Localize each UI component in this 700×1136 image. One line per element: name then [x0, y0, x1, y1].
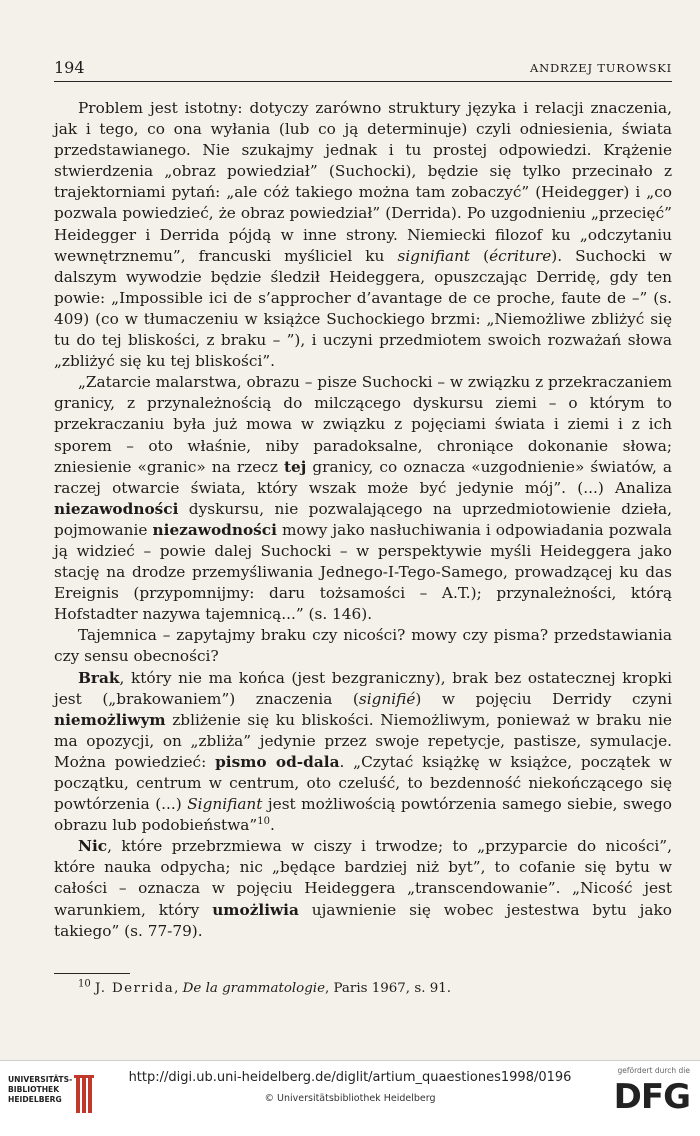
- text-run: pismo od-dala: [215, 752, 340, 771]
- text-run: écriture: [489, 246, 552, 265]
- text-run: niemożliwym: [54, 710, 166, 729]
- text-run: Nic: [78, 837, 108, 856]
- text-run: signifiant: [397, 246, 471, 265]
- paragraph: [54, 668, 672, 837]
- funded-by-label: gefördert durch die: [617, 1066, 690, 1075]
- text-run: granicy, co oznacza «uzgodnienie» światów, a raczej otwarcie świata, który wszak może być jedynie mój”. (...) Analiza: [54, 457, 672, 497]
- paragraph: [54, 836, 672, 941]
- header-rule: [54, 81, 672, 82]
- page-header: [54, 58, 672, 82]
- paragraph: [54, 98, 672, 372]
- text-run: signifié: [358, 689, 416, 708]
- footnote-rest: , Paris 1967, s. 91.: [325, 981, 452, 996]
- running-head: ANDRZEJ TUROWSKI: [530, 61, 672, 75]
- body-text: [54, 98, 672, 942]
- text-run: Tajemnica – zapytajmy braku czy nicości? mowy czy pisma? przedstawiania czy sensu obecności?: [54, 626, 672, 666]
- text-run: , które przebrzmiewa w ciszy i trwodze; to „przyparcie do nicości”, które nauka odpycha; nic „będące bardziej niż byt”, to cofanie się bytu w całości – oznacza w pojęciu Heideggera „transcendowanie”. „Nicość jest warunkiem, który: [54, 837, 672, 919]
- document-url[interactable]: http://digi.ub.uni-heidelberg.de/diglit/artium_quaestiones1998/0196: [128, 1070, 572, 1085]
- text-run: Brak: [78, 668, 120, 687]
- footnote-rule: [54, 973, 130, 974]
- text-run: niezawodności: [54, 499, 179, 518]
- text-run: ). Suchocki w dalszym wywodzie będzie śledził Heideggera, opuszczając Derridę, gdy ten powie: „Impossible ici de s’approcher d’avantage de ce proche, faute de –” (s. 409) (co w tłumaczeniu w książce Suchockiego brzmi: „Niemożliwe zbliżyć się tu do tej bliskości, z braku – ”), i uczyni przedmiotem swoich rozważań słowa „zbliżyć się ku tej bliskości”.: [54, 246, 672, 371]
- text-run: dyskursu, nie pozwalającego na uprzedmiotowienie dzieła, pojmowanie: [54, 499, 672, 539]
- text-run: tej: [283, 457, 307, 476]
- dfg-logo: [614, 1066, 690, 1126]
- text-run: .: [269, 816, 275, 835]
- footnote: $^{10}$ J. Derrida, De la grammatologie, Paris 1967, s. 91.: [78, 978, 452, 996]
- text-run: ) w pojęciu Derridy czyni: [415, 689, 672, 708]
- text-run: ujawnienie się wobec jestestwa bytu jako takiego” (s. 77-79).: [54, 900, 672, 940]
- text-run: zbliżenie się ku bliskości. Niemożliwym, ponieważ w braku nie ma opozycji, on „zbliża” jedynie przez swoje repetycje, pastisze, symulacje. Można powiedzieć:: [54, 710, 672, 771]
- text-run: . „Czytać książkę w książce, początek w początku, centrum w centrum, oto czeluść, to bezdenność niekończącego się powtórzenia (...): [54, 752, 673, 814]
- text-run: mowy jako nasłuchiwania i odpowiadania pozwala ją widzieć – powie dalej Suchocki – w perspektywie myśli Heideggera jako stację na drodze przemyśliwania Jednego-I-Tego-Samego, prowadzącej ku das Ereignis (przypomnijmy: daru tożsamości – A.T.); przynależności, którą Hofstadter nazywa tajemnicą...” (s. 146).: [54, 520, 672, 624]
- text-run: Problem jest istotny: dotyczy zarówno struktury języka i relacji znaczenia, jak i tego, co ona wyłania (lub co ją determinuje) czyli odniesienia, świata przedstawianego. Nie szukajmy jednak i tu prostej odpowiedzi. Krążenie stwierdzenia „obraz powiedział” (Suchocki), będzie się tylko przecinało z trajektorniami pytań: „ale cóż takiego można tam zobaczyć” (Heidegger) i „co pozwala powiedzieć, że obraz powiedział” (Derrida). Po uzgodnieniu „przecięć” Heidegger i Derrida pójdą w inne strony. Niemiecki filozof ku „odczytaniu wewnętrznemu”, francuski myśliciel ku: [54, 99, 672, 265]
- text-run: Signifiant: [187, 795, 263, 814]
- footnote-reference[interactable]: 10: [257, 816, 270, 828]
- paragraph: [54, 625, 672, 667]
- library-name-line2: BIBLIOTHEK: [8, 1085, 60, 1094]
- text-run: umożliwia: [212, 900, 299, 919]
- digitization-footer: [0, 1060, 700, 1136]
- footnote-author: J. Derrida: [95, 981, 175, 996]
- copyright-notice: © Universitätsbibliothek Heidelberg: [264, 1093, 436, 1104]
- text-run: jest możliwością powtórzenia samego siebie, swego obrazu lub podobieństwa”: [54, 795, 672, 835]
- page-number: 194: [54, 58, 85, 77]
- library-name-line1: UNIVERSITÄTS-: [8, 1075, 73, 1084]
- dfg-wordmark: DFG: [613, 1077, 690, 1117]
- library-name-line3: HEIDELBERG: [8, 1095, 62, 1104]
- paragraph: [54, 372, 672, 625]
- text-run: niezawodności: [152, 520, 277, 539]
- footnote-number: 10: [78, 978, 91, 990]
- text-run: „Zatarcie malarstwa, obrazu – pisze Suchocki – w związku z przekraczaniem granicy, z przynależnością do milczącego dyskursu ziemi – o którym to przekraczaniu była już mowa w związku z pojęciami świata i ziemi i z ich sporem – oto właśnie, niby paradoksalne, chroniące dokonanie słowa; zniesienie «granic» na rzecz: [54, 373, 672, 476]
- footnote-title: De la grammatologie: [182, 981, 326, 996]
- text-run: , który nie ma końca (jest bezgraniczny), brak bez ostatecznej kropki jest („brakowaniem”) znaczenia (: [54, 668, 672, 708]
- text-run: (: [470, 246, 490, 265]
